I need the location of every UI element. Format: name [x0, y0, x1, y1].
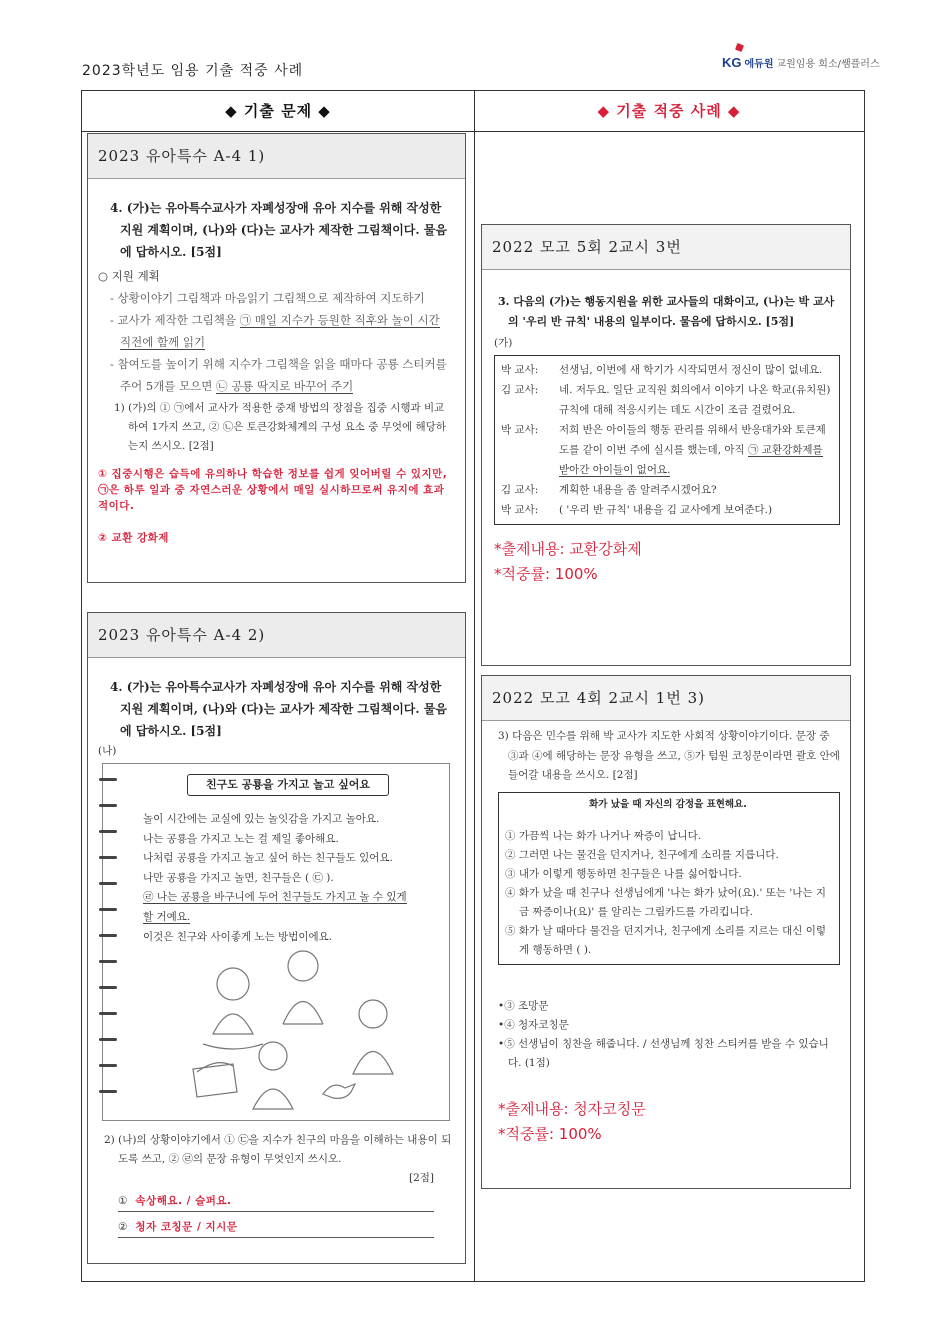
question-intro: 3) 다음은 민수를 위해 박 교사가 지도한 사회적 상황이야기이다. 문장 중 ③과 ④에 해당하는 문장 유형을 쓰고, ⑤가 텀원 코칭문이라면 괄호 안에 들어갈 내용을 쓰시오. [2점]: [498, 730, 840, 781]
logo-text: 교원임용 희소/쌤플러스: [776, 58, 880, 70]
kg-eduone-logo: [722, 50, 880, 74]
story-line-3: ③ 내가 이렇게 행동하면 친구들은 나를 싫어합니다.: [505, 867, 742, 880]
sub-question-2-points: [2점]: [408, 1172, 434, 1184]
answer-1: ① 집중시행은 습득에 유의하나 학습한 정보를 쉽게 잊어버릴 수 있지만, ㉠은 하루 일과 중 자연스러운 상황에서 매일 실시하므로써 유지에 효과적이다.: [98, 468, 448, 512]
dialog-speaker: 박 교사:: [501, 364, 539, 376]
label-ga: (가): [494, 337, 513, 349]
card-title: 2022 모고 5회 2교시 3번: [482, 225, 850, 270]
sub-question-2: 2) (나)의 상황이야기에서 ① ㉢을 지수가 친구의 마음을 이해하는 내용이 되도록 쓰고, ② ㉣의 문장 유형이 무엇인지 쓰시오.: [104, 1134, 452, 1165]
dialog-line: [501, 380, 833, 420]
book-line-4: 나만 공룡을 가지고 놀면, 친구들은 ( ㉢ ).: [143, 871, 334, 884]
document-title: 2023학년도 임용 기출 적중 사례: [82, 63, 304, 79]
label-na: (나): [98, 745, 117, 757]
plan-item-1: - 상황이야기 그림책과 마음읽기 그림책으로 제작하여 지도하기: [110, 291, 425, 305]
answer-1-number: ①: [118, 1194, 128, 1207]
dialog-text: 네. 저두요. 일단 교직원 회의에서 이야기 나온 학교(유치원) 규칙에 대해 적응시키는 데도 시간이 조금 걸렸어요.: [559, 384, 831, 416]
teacher-dialog-box: [494, 355, 840, 525]
logo-brand: KG: [722, 54, 742, 70]
question-intro: 4. (가)는 유아특수교사가 자폐성장애 유아 지수를 위해 작성한 지원 계획이며, (나)와 (다)는 교사가 제작한 그림책이다. 물음에 답하시오. [5점]: [110, 201, 447, 259]
stat-rate: *적중률: 100%: [498, 1124, 602, 1143]
card-title: 2023 유아특수 A-4 2): [88, 613, 465, 658]
dialog-speaker: 박 교사:: [501, 504, 539, 516]
book-line-5b: 할 거예요.: [143, 910, 191, 923]
book-line-5a: ㉣ 나는 공룡을 바구니에 두어 친구들도 가지고 놀 수 있게: [143, 891, 407, 904]
book-line-2: 나는 공룡을 가지고 노는 걸 제일 좋아해요.: [143, 832, 339, 845]
dialog-speaker: 김 교사:: [501, 384, 539, 396]
dialog-line: [501, 360, 833, 380]
sub-question-1: 1) (가)의 ① ㉠에서 교사가 적용한 중재 방법의 장점을 집중 시행과 비교하여 1가지 쓰고, ② ㉡은 토큰강화체계의 구성 요소 중 무엇에 해당하는지 쓰시오. [2점]: [114, 402, 446, 452]
answer-2: 청자 코칭문 / 지시문: [135, 1221, 238, 1233]
answer-1: 속상해요. / 슬퍼요.: [135, 1195, 232, 1207]
answer-line-2: [118, 1217, 434, 1238]
answer-2-number: ②: [118, 1220, 128, 1233]
dialog-text: 선생님, 이번에 새 학기가 시작되면서 정신이 많이 없네요.: [559, 364, 823, 376]
story-title: 화가 났을 때 자신의 감정을 표현해요.: [589, 798, 747, 810]
dialog-speaker: 김 교사:: [501, 484, 539, 496]
dialog-underlined: ㉠ 교환강화제를 받아간 아이들이 없어요.: [559, 444, 823, 476]
dialog-text: 계획한 내용을 좀 알려주시겠어요?: [559, 484, 717, 496]
plan-item-3-underlined: ㉡ 공룡 딱지로 바꾸어 주기: [216, 379, 354, 393]
dialog-line: [501, 420, 833, 480]
stat-content: *출제내용: 교환강화제: [494, 540, 642, 558]
social-story-box: [498, 792, 840, 965]
column-divider: [474, 91, 475, 1281]
plan-item-2-text: - 교사가 제작한 그림책을: [110, 313, 240, 327]
answer-5: •⑤ 선생님이 칭찬을 해줍니다. / 선생님께 칭찬 스티커를 받을 수 있습니다. (1점): [498, 1037, 829, 1069]
answer-2: ② 교환 강화제: [98, 532, 169, 544]
answer-4: •④ 청자코칭문: [498, 1018, 569, 1031]
card-title: 2022 모고 4회 2교시 1번 3): [482, 676, 850, 721]
dialog-line: [501, 500, 833, 520]
plan-heading: ○ 지원 계획: [98, 269, 160, 283]
left-column-title: ◆ 기출 문제 ◆: [225, 102, 331, 120]
picture-book: [102, 763, 450, 1121]
plan-item-2: [98, 309, 453, 353]
mock-card-5-2-3: [481, 224, 851, 666]
plan-item-3: [98, 353, 453, 397]
dialog-line: [501, 480, 833, 500]
book-title: 친구도 공룡을 가지고 놀고 싶어요: [187, 774, 389, 796]
children-playing-illustration: [183, 944, 433, 1114]
dialog-text: ( '우리 반 규칙' 내용을 김 교사에게 보여준다.): [559, 504, 773, 516]
exam-card-a4-2: [87, 612, 466, 1264]
plan-item-2-underlined: ㉠ 매일 지수가 등원한 직후와 놀이 시간 직전에 함께 읽기: [120, 313, 440, 349]
header-divider: [82, 131, 864, 132]
dialog-text: 저희 반은 아이들의 행동 관리를 위해서 반응대가와 토큰제도를 같이 이번 주에 실시를 했는데, 아직: [559, 424, 826, 456]
logo-edu: 에듀원: [744, 58, 774, 70]
right-column-title: ◆ 기출 적중 사례 ◆: [597, 102, 741, 120]
answer-3: •③ 조망문: [498, 999, 549, 1012]
logo-mark-icon: [735, 43, 744, 52]
answer-line-1: [118, 1191, 434, 1212]
mock-card-4-2-1-3: [481, 675, 851, 1189]
dialog-speaker: 박 교사:: [501, 424, 539, 436]
stat-rate: *적중률: 100%: [494, 565, 598, 583]
book-line-3: 나처럼 공룡을 가지고 놀고 싶어 하는 친구들도 있어요.: [143, 852, 393, 865]
question-intro: 4. (가)는 유아특수교사가 자폐성장애 유아 지수를 위해 작성한 지원 계획이며, (나)와 (다)는 교사가 제작한 그림책이다. 물음에 답하시오. [5점]: [110, 680, 447, 738]
question-intro: 3. 다음의 (가)는 행동지원을 위한 교사들의 대화이고, (나)는 박 교사의 '우리 반 규칙' 내용의 일부이다. 물음에 답하시오. [5점]: [498, 295, 835, 328]
card-title: 2023 유아특수 A-4 1): [88, 134, 465, 179]
book-line-6: 이것은 친구와 사이좋게 노는 방법이에요.: [143, 930, 333, 943]
plan-item-3-text: - 참여도를 높이기 위해 지수가 그림책을 읽을 때마다 공룡 스티커를 주어 5개를 모으면: [110, 357, 447, 393]
exam-card-a4-1: [87, 133, 466, 583]
stat-content: *출제내용: 청자코칭문: [498, 1099, 646, 1118]
story-line-4: ④ 화가 났을 때 친구나 선생님에게 '나는 화가 났어(요).' 또는 '나는 지금 짜증이나(요)' 를 알리는 그림카드를 가리킵니다.: [505, 886, 826, 918]
story-line-1: ① 가끔씩 나는 화가 나거나 짜증이 납니다.: [505, 829, 702, 842]
story-line-5: ⑤ 화가 날 때마다 물건을 던지거나, 친구에게 소리를 지르는 대신 이렇게 행동하면 ( ).: [505, 924, 827, 956]
story-line-2: ② 그러면 나는 물건을 던지거나, 친구에게 소리를 지릅니다.: [505, 848, 779, 861]
book-line-1: 놀이 시간에는 교실에 있는 놀잇감을 가지고 놀아요.: [143, 813, 380, 825]
